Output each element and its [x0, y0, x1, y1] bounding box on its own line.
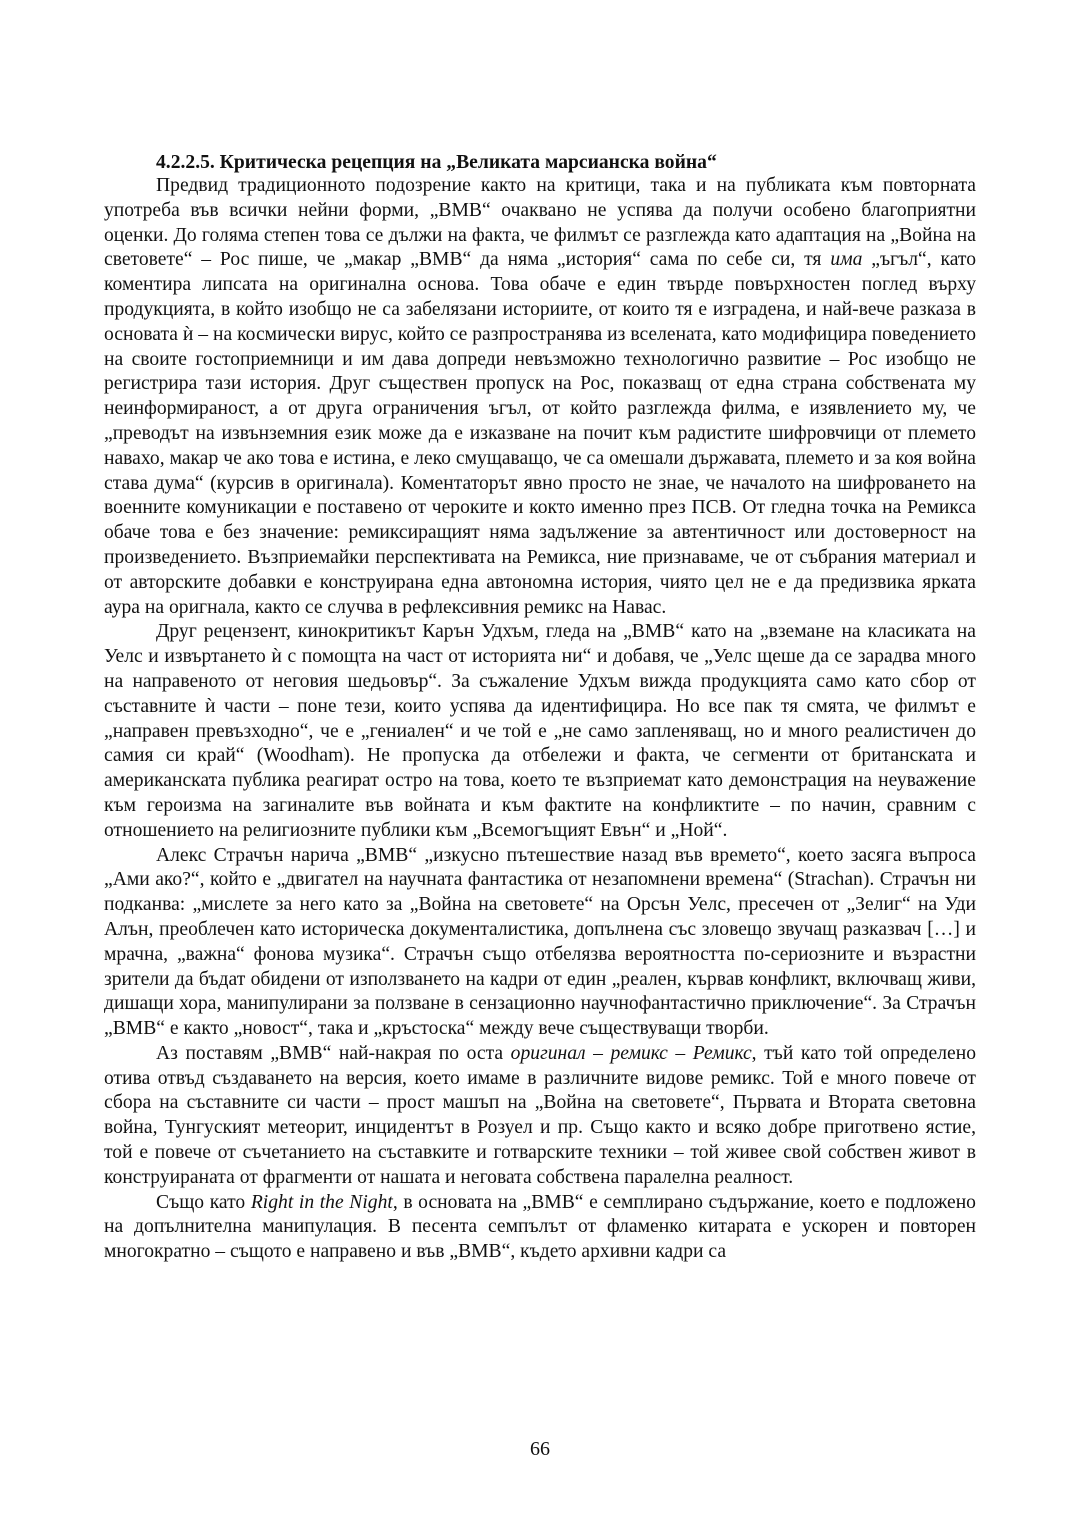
- text-run: Аз поставям „ВМВ“ най-накрая по оста: [156, 1042, 511, 1064]
- section-heading: 4.2.2.5. Критическа рецепция на „Великата марсианска война“: [156, 152, 717, 173]
- document-body: [104, 174, 976, 1265]
- page-number: 66: [530, 1438, 550, 1460]
- italic-run: има: [830, 249, 863, 271]
- text-run: , в основата на „ВМВ“ е семплирано съдържание, което е подложено на допълнителна манипулация. В песента семпълът от фламенко китарата е ускорен и повторен многократно – същото е направено и във „ВМВ“, където архивни кадри са: [104, 1191, 976, 1263]
- document-page: [104, 152, 976, 1265]
- text-run: Алекс Страчън нарича „ВМВ“ „изкусно пътешествие назад във времето“, което засяга въпроса „Ами ако?“, който е „двигател на научната фантастика от незапомнени времена“ (Strachan). Страчън ни подканва: „мислете за него като за „Война на световете“ на Орсън Уелс, пресечен от „Зелиг“ на Уди Алън, преоблечен като историческа документалистика, допълнена със зловещо звучащ разказвач […] и мрачна, „важна“ фонова музика“. Страчън също отбелязва вероятността по-сериозните и възрастни зрители да бъдат обидени от използването на кадри от един „реален, кървав конфликт, включващ живи, дишащи хора, манипулирани за ползване в сензационно научнофантастично приключение“. За Страчън „ВМВ“ е както „новост“, така и „кръстоска“ между вече съществуващи творби.: [104, 844, 976, 1040]
- paragraph: [104, 844, 976, 1042]
- text-run: Предвид традиционното подозрение както на критици, така и на публиката към повторната употреба във всички нейни форми, „ВМВ“ очаквано не успява да получи особено благоприятни оценки. До голяма степен това се дължи на факта, че филмът се разглежда като адаптация на „Война на световете“ – Рос пише, че „макар „ВМВ“ да няма „история“ сама по себе си, тя: [104, 175, 976, 271]
- text-run: Друг рецензент, кинокритикът Карън Удхъм, гледа на „ВМВ“ като на „вземане на класиката на Уелс и извъртането ѝ с помощта на част от историята ни“ и добавя, че „Уелс щеше да се зарадва много на направеното от неговия шедьовър“. За съжаление Удхъм вижда продукцията само като сбор от съставните ѝ части – поне тези, които успява да идентифицира. Но все пак тя смята, че филмът е „направен превъзходно“, че е „гениален“ и че той е „не само запленяващ, но и много реалистичен до самия си край“ (Woodham). Не пропуска да отбележи и факта, че сегменти от британската и американската публика реагират остро на това, което те възприемат като демонстрация на неуважение към героизма на загиналите във войната и към фактите на конфликтите – по начин, сравним с отношението на религиозните публики към „Всемогъщият Евън“ и „Ной“.: [104, 621, 976, 841]
- italic-run: Right in the Night: [250, 1191, 393, 1213]
- text-run: , тъй като той определено отива отвъд създаването на версия, което имаме в различните видове ремикс. Той е много повече от сбора на съставните си части – прост машъп на „Война на световете“, Първата и Втората световна война, Тунгуският метеорит, инцидентът в Розуел и пр. Също както и всяко добре приготвено ястие, той е повече от съчетанието на съставките и готварските техники – той живее свой собствен живот в конструираната от фрагменти от нашата и неговата собствена паралелна реалност.: [104, 1042, 976, 1188]
- paragraph: [104, 1191, 976, 1265]
- text-run: Също като: [156, 1191, 251, 1213]
- text-run: „ъгъл“, като коментира липсата на оригинална основа. Това обаче е един твърде повърхностен поглед върху продукцията, в който изобщо не са забелязани историите, от които тя е изградена, и най-вече разказа в основата ѝ – на космически вирус, който се разпространява из вселената, като модифицира поведението на своите гостоприемници и им дава допреди невъзможно технологично развитие – Рос изобщо не регистрира тази история. Друг съществен пропуск на Рос, показващ от една страна собствената му неинформираност, а от друга ограничения ъгъл, от който разглежда филма, е изявлението му, че „преводът на извънземния език може да е изказване на почит към радистите шифровчици от племето навахо, макар че ако това е истина, е леко смущаващо, че са омешали държавата, племето и за коя война става дума“ (курсив в оригинала). Коментаторът явно просто не знае, че началото на шифроването на военните комуникации е поставено от чероките и кокто именно през ПСВ. От гледна точка на Ремикса обаче това е без значение: ремиксиращият няма задължение за автентичност или достоверност на произведението. Възприемайки перспективата на Ремикса, ние признаваме, че от събрания материал и от авторските добавки е конструирана една автономна история, чиято цел не е да предизвика ярката аура на оригнала, както се случва в рефлексивния ремикс на Навас.: [104, 249, 977, 618]
- italic-run: оригинал – ремикс – Ремикс: [510, 1042, 752, 1064]
- paragraph: [104, 1042, 976, 1191]
- paragraph: [104, 174, 976, 620]
- paragraph: [104, 620, 976, 843]
